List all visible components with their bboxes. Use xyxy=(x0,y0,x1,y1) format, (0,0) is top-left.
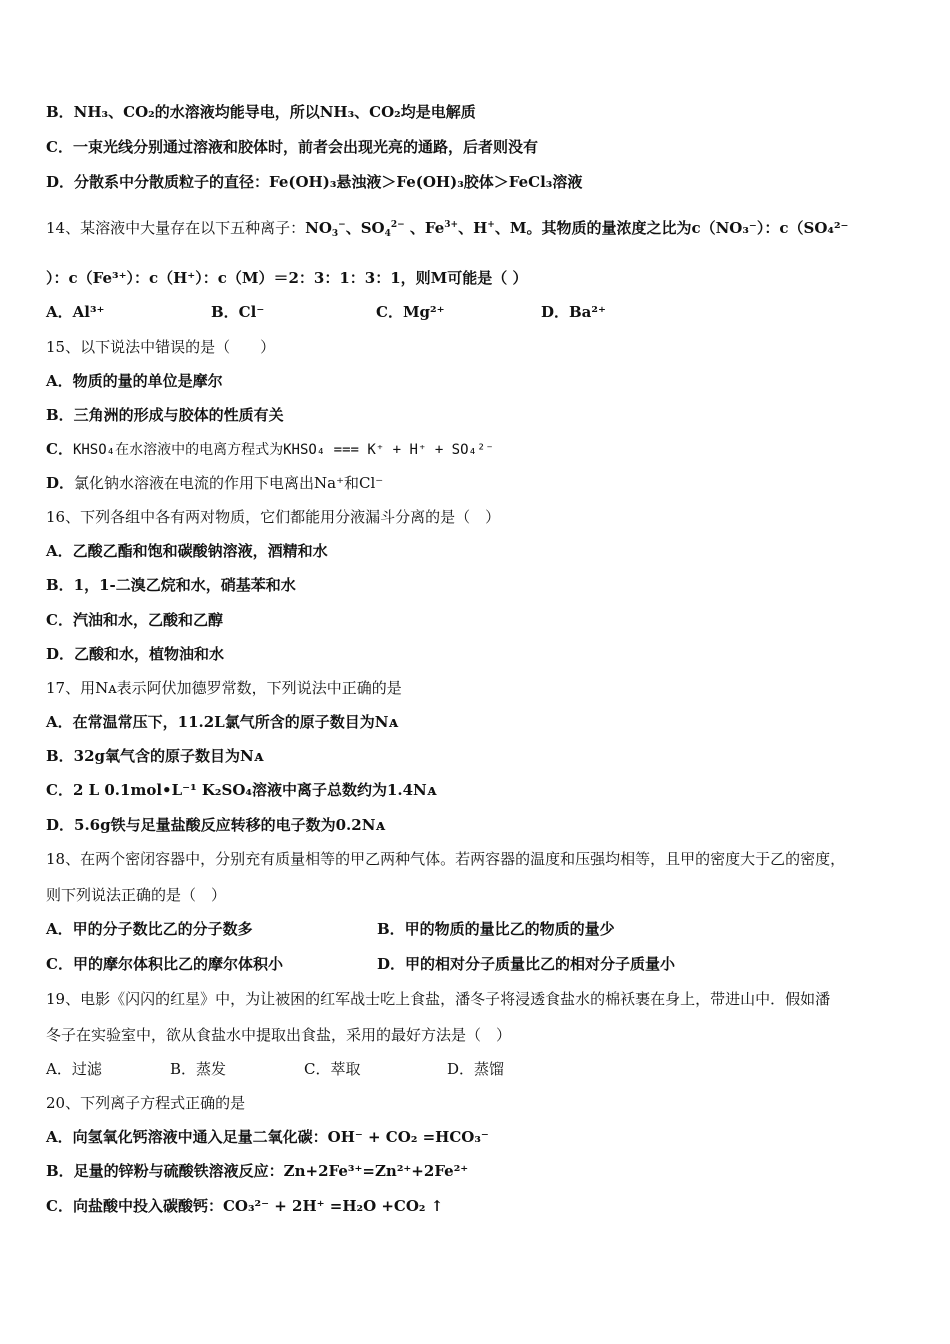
q15-option-a: A．物质的量的单位是摩尔 xyxy=(46,372,223,390)
q18-option-b: B．甲的物质的量比乙的物质的量少 xyxy=(377,920,615,938)
q13-option-d: D．分散系中分散质粒子的直径：Fe(OH)₃悬浊液＞Fe(OH)₃胶体＞FeCl₃溶液 xyxy=(46,173,583,191)
q18-stem-line2: 则下列说法正确的是（ ） xyxy=(46,886,227,904)
q15-option-c xyxy=(46,439,494,460)
q19-stem-line1: 19、电影《闪闪的红星》中，为让被困的红军战士吃上食盐，潘冬子将浸透食盐水的棉袄裹在身上，带进山中．假如潘 xyxy=(46,990,831,1008)
q16-option-b: B．1，1-二溴乙烷和水，硝基苯和水 xyxy=(46,576,296,594)
q19-stem-line2: 冬子在实验室中，欲从食盐水中提取出食盐，采用的最好方法是（ ） xyxy=(46,1026,512,1044)
q14-ion-list: $NO_3^-$、$SO_4^{2-}$ 、$Fe^{3+}$、H+、M。 xyxy=(305,219,542,239)
q16-option-d: D．乙酸和水，植物油和水 xyxy=(46,645,225,663)
q15-option-c-prefix: C． xyxy=(46,440,73,458)
q14-option-b: B．Cl⁻ xyxy=(211,303,265,321)
q18-options-row1 xyxy=(46,919,615,939)
q15-option-d-text: 氯化钠水溶液在电流的作用下电离出Na⁺和Cl⁻ xyxy=(74,474,384,492)
q17-option-a: A．在常温常压下，11.2L氯气所含的原子数目为Nᴀ xyxy=(46,713,399,731)
q17-option-c: C．2 L 0.1mol•L⁻¹ K₂SO₄溶液中离子总数约为1.4Nᴀ xyxy=(46,781,437,799)
q15-option-b: B．三角洲的形成与胶体的性质有关 xyxy=(46,406,284,424)
q14-number: 14、 xyxy=(46,219,81,237)
q18-options-row2 xyxy=(46,954,675,974)
q17-stem: 17、用Nᴀ表示阿伏加德罗常数，下列说法中正确的是 xyxy=(46,679,402,697)
q19-option-b: B．蒸发 xyxy=(170,1060,227,1078)
q13-option-c: C．一束光线分别通过溶液和胶体时，前者会出现光亮的通路，后者则没有 xyxy=(46,138,538,156)
q14-stem-b: 其物质的量浓度之比为c（NO₃⁻）：c（SO₄²⁻ xyxy=(541,219,849,237)
q20-option-b: B．足量的锌粉与硫酸铁溶液反应：Zn+2Fe³⁺=Zn²⁺+2Fe²⁺ xyxy=(46,1162,469,1180)
q15-stem: 15、以下说法中错误的是（ ） xyxy=(46,338,276,356)
q20-option-c: C．向盐酸中投入碳酸钙：CO₃²⁻ + 2H⁺ =H₂O +CO₂ ↑ xyxy=(46,1197,444,1215)
q18-option-a: A．甲的分子数比乙的分子数多 xyxy=(46,920,253,938)
q19-option-c: C．萃取 xyxy=(304,1060,361,1078)
q19-option-d: D．蒸馏 xyxy=(447,1060,505,1078)
q16-option-c: C．汽油和水，乙酸和乙醇 xyxy=(46,611,223,629)
q18-option-c: C．甲的摩尔体积比乙的摩尔体积小 xyxy=(46,955,283,973)
q14-stem-a: 某溶液中大量存在以下五种离子： xyxy=(80,219,306,237)
q14-stem-c: ）：c（Fe³⁺）：c（H⁺）：c（M）＝2：3：1：3：1，则M可能是（ ） xyxy=(46,269,528,287)
q17-option-b: B．32g氧气含的原子数目为Nᴀ xyxy=(46,747,264,765)
q14-option-d: D．Ba²⁺ xyxy=(541,303,606,321)
q15-option-d xyxy=(46,473,383,493)
q17-option-d: D．5.6g铁与足量盐酸反应转移的电子数为0.2Nᴀ xyxy=(46,816,386,834)
q14-options xyxy=(46,302,606,322)
q18-stem-line1: 18、在两个密闭容器中，分别充有质量相等的甲乙两种气体。若两容器的温度和压强均相等，且甲的密度大于乙的密度， xyxy=(46,850,846,868)
q19-option-a: A．过滤 xyxy=(46,1060,102,1078)
q14-option-a: A．Al³⁺ xyxy=(46,303,105,321)
q19-options xyxy=(46,1059,504,1079)
q14-option-c: C．Mg²⁺ xyxy=(376,303,445,321)
q15-option-d-prefix: D． xyxy=(46,474,75,492)
q16-stem: 16、下列各组中各有两对物质，它们都能用分液漏斗分离的是（ ） xyxy=(46,508,501,526)
q18-option-d: D．甲的相对分子质量比乙的相对分子质量小 xyxy=(377,955,676,973)
q14-stem-line1 xyxy=(46,218,848,238)
q16-option-a: A．乙酸乙酯和饱和碳酸钠溶液，酒精和水 xyxy=(46,542,328,560)
q20-option-a: A．向氢氧化钙溶液中通入足量二氧化碳：OH⁻ + CO₂ =HCO₃⁻ xyxy=(46,1128,489,1146)
q15-option-c-text: KHSO₄在水溶液中的电离方程式为KHSO₄ === K⁺ + H⁺ + SO₄²⁻ xyxy=(72,442,494,458)
q13-option-b: B．NH₃、CO₂的水溶液均能导电，所以NH₃、CO₂均是电解质 xyxy=(46,103,476,121)
q20-stem: 20、下列离子方程式正确的是 xyxy=(46,1094,246,1112)
